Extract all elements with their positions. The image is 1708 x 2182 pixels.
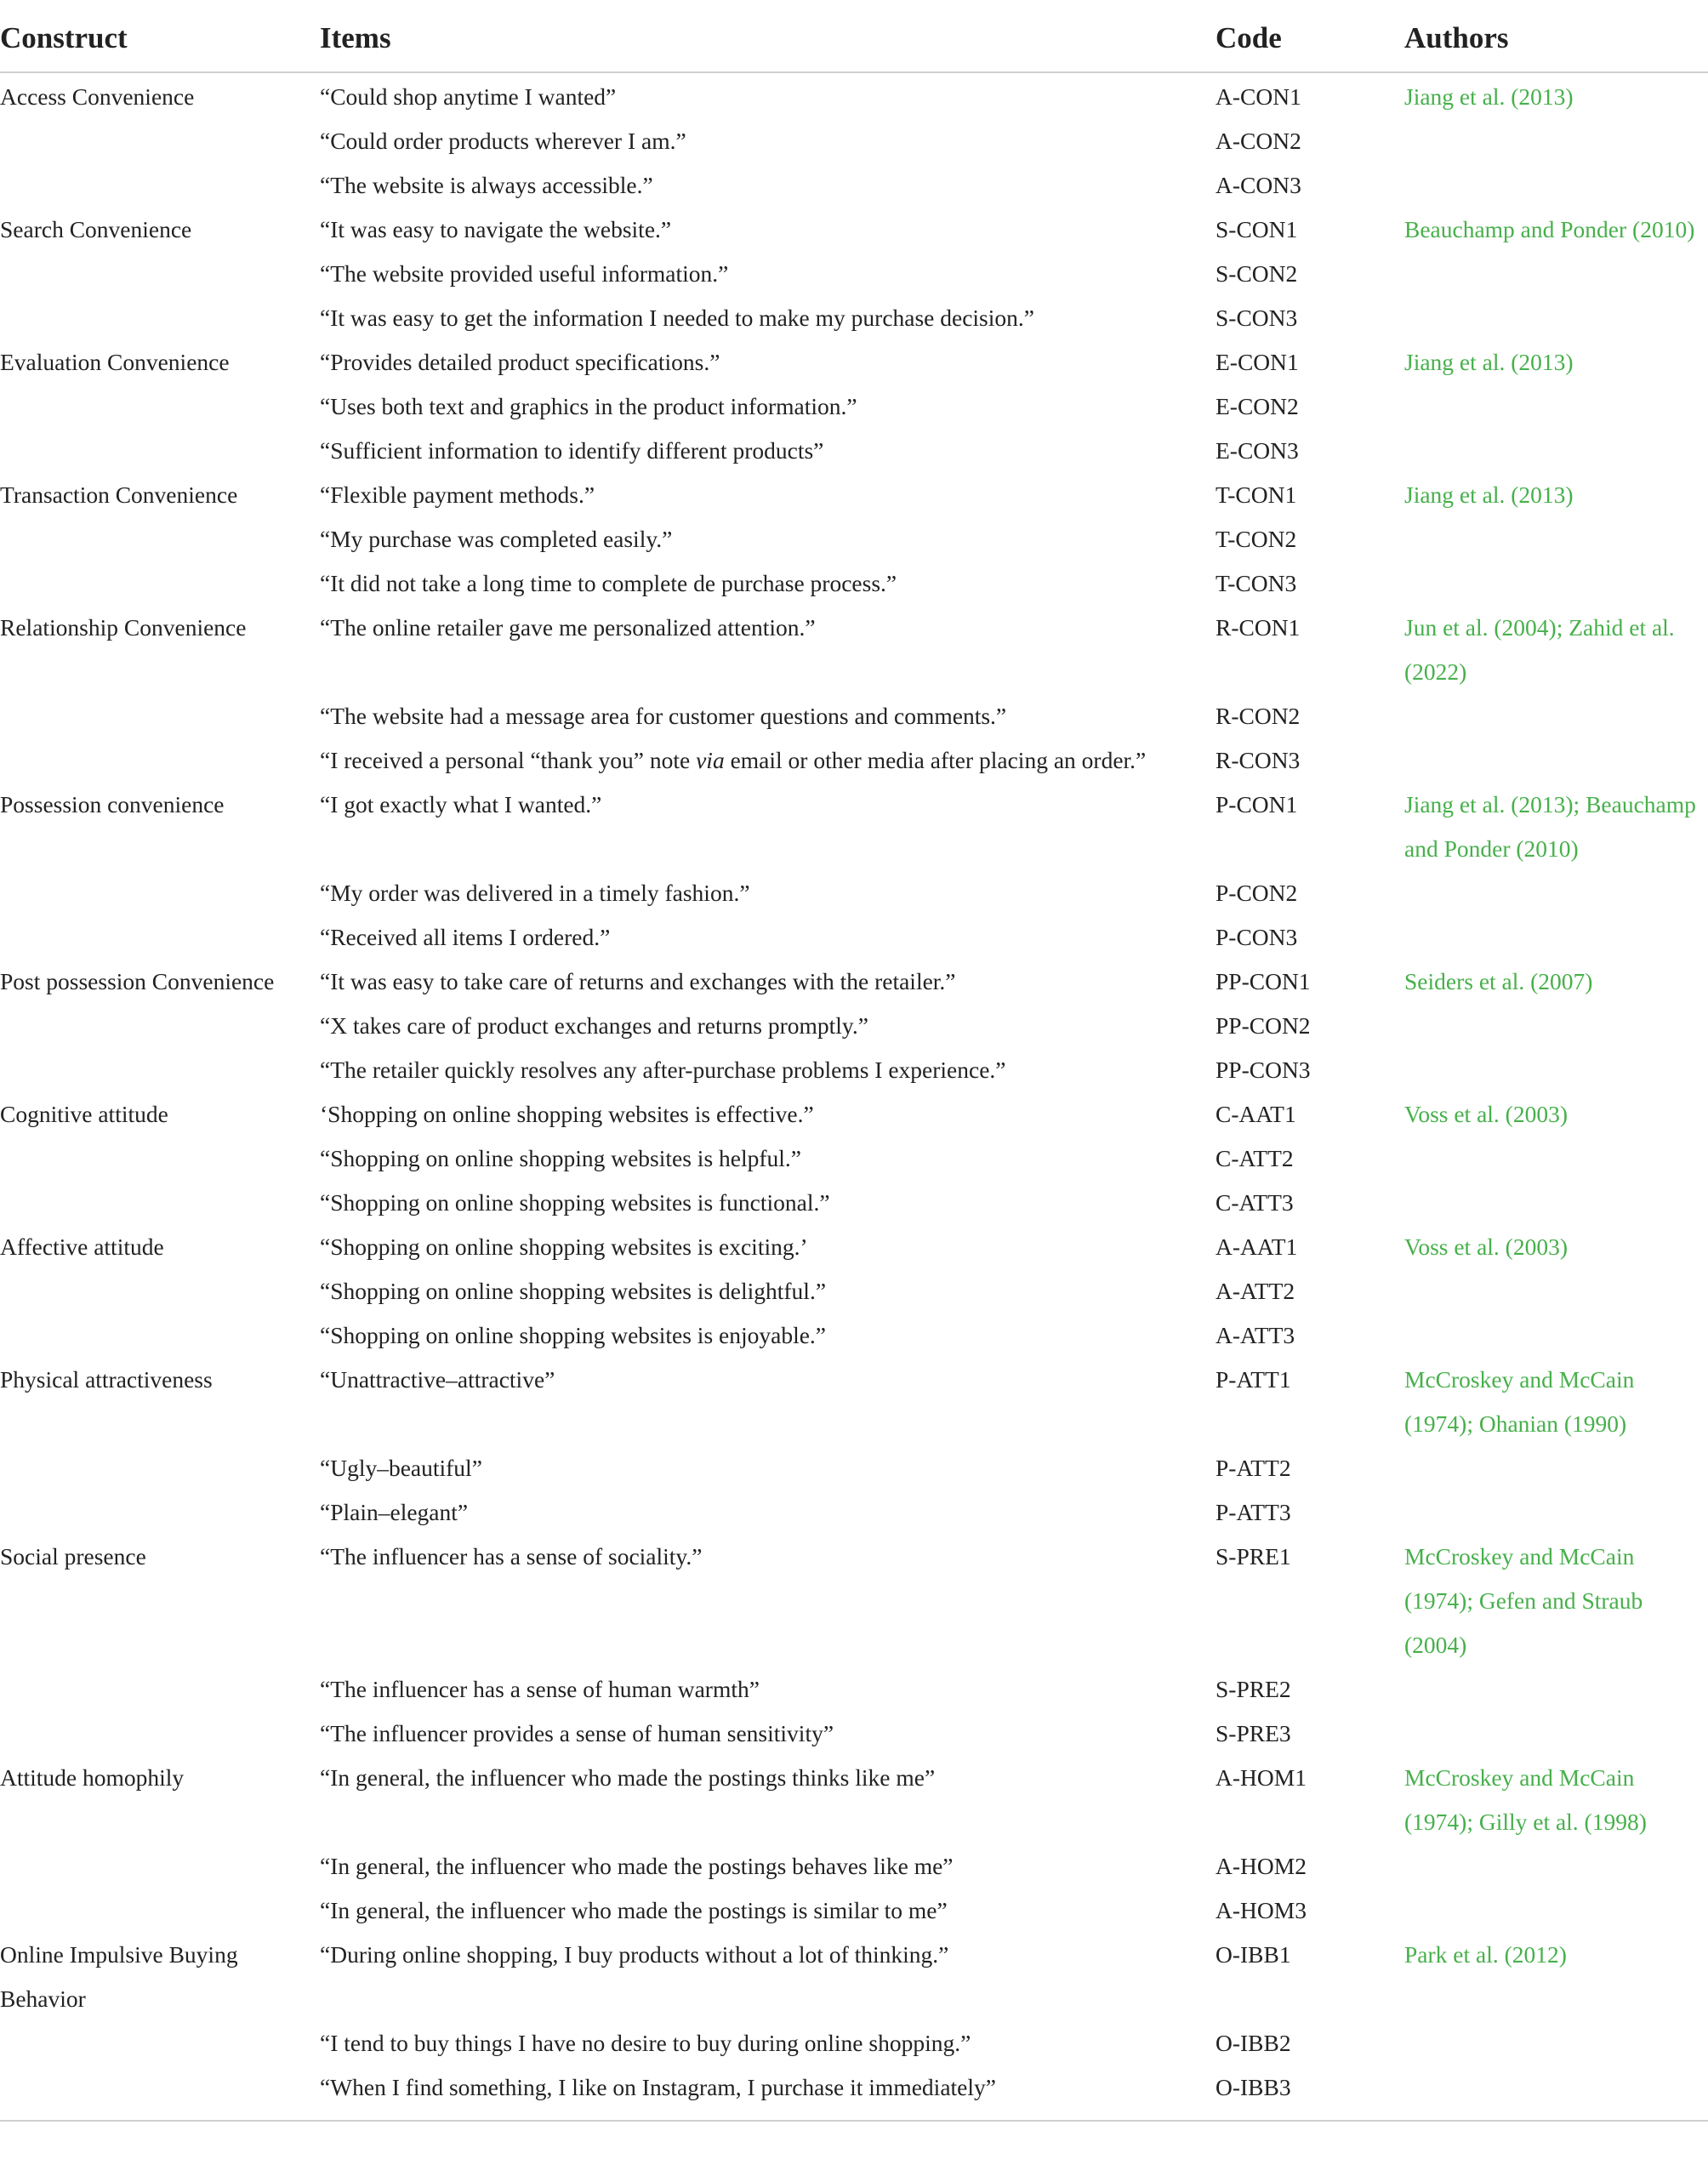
item-cell: “Provides detailed product specifications.” [320, 349, 720, 375]
code-cell: P-ATT3 [1216, 1499, 1291, 1525]
authors-cell [1404, 1313, 1708, 1358]
item-cell: “The online retailer gave me personalized attention.” [320, 614, 816, 641]
authors-cell [1404, 252, 1708, 296]
construct-cell [0, 2021, 320, 2065]
table-row [0, 1092, 1708, 1137]
item-cell: “Shopping on online shopping websites is helpful.” [320, 1145, 801, 1171]
table-row [0, 606, 1708, 694]
authors-cell [1404, 119, 1708, 163]
code-cell: A-HOM2 [1216, 1853, 1307, 1879]
item-cell: “In general, the influencer who made the postings is similar to me” [320, 1897, 948, 1923]
item-cell: “Could shop anytime I wanted” [320, 83, 617, 110]
construct-cell [0, 163, 320, 208]
item-cell: “It was easy to get the information I needed to make my purchase decision.” [320, 305, 1034, 331]
table-row [0, 738, 1708, 783]
construct-cell: Physical attractiveness [0, 1366, 213, 1393]
item-cell: “I tend to buy things I have no desire to buy during online shopping.” [320, 2030, 971, 2056]
authors-cell [1404, 1844, 1708, 1889]
table-row [0, 561, 1708, 606]
authors-cell [1404, 72, 1708, 119]
code-cell: A-AAT1 [1216, 1233, 1298, 1260]
code-cell: T-CON3 [1216, 570, 1297, 596]
code-cell: S-PRE3 [1216, 1720, 1291, 1746]
table-row [0, 694, 1708, 738]
authors-cell [1404, 1889, 1708, 1933]
code-cell: O-IBB3 [1216, 2074, 1291, 2100]
authors-cell [1404, 561, 1708, 606]
construct-cell [0, 915, 320, 960]
code-cell: C-AAT1 [1216, 1101, 1296, 1127]
construct-cell [0, 2065, 320, 2120]
code-cell: S-PRE2 [1216, 1676, 1291, 1702]
construct-cell: Transaction Convenience [0, 481, 238, 508]
author-reference-link[interactable]: Jiang et al. (2013) [1404, 349, 1574, 375]
code-cell: O-IBB1 [1216, 1941, 1291, 1968]
authors-cell [1404, 1933, 1708, 2021]
code-cell: E-CON3 [1216, 437, 1299, 464]
construct-cell: Attitude homophily [0, 1764, 185, 1791]
item-cell: “Sufficient information to identify different products” [320, 437, 824, 464]
table-row [0, 473, 1708, 517]
item-cell: “Could order products wherever I am.” [320, 128, 686, 154]
author-reference-link[interactable]: Jiang et al. (2013) [1404, 83, 1574, 110]
item-cell: “Plain–elegant” [320, 1499, 469, 1525]
item-cell: “Unattractive–attractive” [320, 1366, 555, 1393]
code-cell: E-CON1 [1216, 349, 1299, 375]
code-cell: T-CON1 [1216, 481, 1297, 508]
table-row [0, 1756, 1708, 1844]
table-row [0, 252, 1708, 296]
authors-cell [1404, 1181, 1708, 1225]
table-row [0, 429, 1708, 473]
table-row [0, 385, 1708, 429]
code-cell: PP-CON1 [1216, 968, 1311, 994]
construct-cell [0, 517, 320, 561]
table-row [0, 783, 1708, 871]
construct-cell [0, 1048, 320, 1092]
code-cell: A-CON2 [1216, 128, 1301, 154]
construct-cell: Affective attitude [0, 1233, 164, 1260]
item-cell: “Shopping on online shopping websites is functional.” [320, 1189, 830, 1216]
code-cell: A-CON1 [1216, 83, 1301, 110]
item-cell: “Ugly–beautiful” [320, 1455, 482, 1481]
authors-cell [1404, 960, 1708, 1004]
code-cell: S-CON1 [1216, 216, 1298, 242]
construct-cell [0, 1490, 320, 1535]
code-cell: R-CON2 [1216, 703, 1301, 729]
author-reference-link[interactable]: Voss et al. (2003) [1404, 1233, 1568, 1260]
authors-cell [1404, 429, 1708, 473]
code-cell: A-HOM3 [1216, 1897, 1307, 1923]
table-row [0, 1490, 1708, 1535]
code-cell: S-PRE1 [1216, 1543, 1291, 1570]
item-cell: “I got exactly what I wanted.” [320, 791, 602, 818]
authors-cell [1404, 1092, 1708, 1137]
construct-cell [0, 429, 320, 473]
item-cell: “Shopping on online shopping websites is exciting.’ [320, 1233, 808, 1260]
authors-cell [1404, 738, 1708, 783]
construct-cell: Post possession Convenience [0, 968, 275, 994]
table-row [0, 517, 1708, 561]
author-reference-link[interactable]: Jiang et al. (2013); Beauchamp and Ponder (2010) [1404, 791, 1696, 862]
construct-cell [0, 1712, 320, 1756]
item-cell: “The influencer provides a sense of human sensitivity” [320, 1720, 834, 1746]
code-cell: R-CON1 [1216, 614, 1301, 641]
author-reference-link[interactable]: Seiders et al. (2007) [1404, 968, 1593, 994]
table-row [0, 119, 1708, 163]
item-cell: “In general, the influencer who made the postings thinks like me” [320, 1764, 936, 1791]
item-cell: ‘Shopping on online shopping websites is effective.” [320, 1101, 814, 1127]
code-cell: P-ATT1 [1216, 1366, 1291, 1393]
authors-cell [1404, 915, 1708, 960]
table-row [0, 960, 1708, 1004]
table-row [0, 871, 1708, 915]
item-text-part: email or other media after placing an order.” [724, 747, 1147, 773]
item-cell: “Flexible payment methods.” [320, 481, 595, 508]
author-reference-link[interactable]: Jun et al. (2004); Zahid et al. (2022) [1404, 614, 1675, 685]
code-cell: P-CON3 [1216, 924, 1298, 950]
authors-cell [1404, 1756, 1708, 1844]
construct-cell [0, 296, 320, 340]
item-cell: “My purchase was completed easily.” [320, 526, 673, 552]
construct-cell [0, 252, 320, 296]
table-row [0, 2021, 1708, 2065]
code-cell: P-CON1 [1216, 791, 1298, 818]
table-row [0, 296, 1708, 340]
table-row [0, 72, 1708, 119]
table-row [0, 340, 1708, 385]
author-reference-link[interactable]: McCroskey and McCain (1974); Gilly et al. (1998) [1404, 1764, 1647, 1835]
header-code: Code [1216, 5, 1404, 72]
code-cell: C-ATT3 [1216, 1189, 1294, 1216]
measurement-items-table [0, 5, 1708, 2120]
table-row [0, 1933, 1708, 2021]
table-row [0, 1535, 1708, 1667]
item-cell: “Shopping on online shopping websites is enjoyable.” [320, 1322, 826, 1348]
item-cell: “The retailer quickly resolves any after-purchase problems I experience.” [320, 1057, 1006, 1083]
construct-cell: Possession convenience [0, 791, 225, 818]
table-row [0, 1712, 1708, 1756]
authors-cell [1404, 1712, 1708, 1756]
construct-cell [0, 561, 320, 606]
item-cell: “When I find something, I like on Instagram, I purchase it immediately” [320, 2074, 996, 2100]
header-authors: Authors [1404, 5, 1708, 72]
table-body [0, 72, 1708, 2120]
construct-cell: Relationship Convenience [0, 614, 247, 641]
authors-cell [1404, 1269, 1708, 1313]
authors-cell [1404, 1535, 1708, 1667]
construct-cell: Evaluation Convenience [0, 349, 230, 375]
table-row [0, 2065, 1708, 2120]
item-text-part: “I received a personal “thank you” note [320, 747, 697, 773]
authors-cell [1404, 208, 1708, 252]
table-row [0, 915, 1708, 960]
item-cell: “My order was delivered in a timely fashion.” [320, 880, 750, 906]
table-header [0, 5, 1708, 72]
authors-cell [1404, 1358, 1708, 1446]
code-cell: A-ATT3 [1216, 1322, 1295, 1348]
construct-cell: Cognitive attitude [0, 1101, 168, 1127]
construct-cell [0, 1313, 320, 1358]
code-cell: A-ATT2 [1216, 1278, 1295, 1304]
code-cell: S-CON2 [1216, 260, 1298, 287]
code-cell: E-CON2 [1216, 393, 1299, 419]
construct-cell [0, 1137, 320, 1181]
construct-cell [0, 1446, 320, 1490]
code-cell: T-CON2 [1216, 526, 1297, 552]
construct-cell: Access Convenience [0, 83, 195, 110]
construct-cell [0, 1181, 320, 1225]
code-cell: A-CON3 [1216, 172, 1301, 198]
table-bottom-rule [0, 2120, 1708, 2122]
table-row [0, 1844, 1708, 1889]
authors-cell [1404, 783, 1708, 871]
table-row [0, 1181, 1708, 1225]
code-cell: R-CON3 [1216, 747, 1301, 773]
table-row [0, 1137, 1708, 1181]
item-cell: “The influencer has a sense of sociality.” [320, 1543, 703, 1570]
authors-cell [1404, 340, 1708, 385]
construct-cell [0, 1889, 320, 1933]
construct-cell [0, 871, 320, 915]
author-reference-link[interactable]: Beauchamp and Ponder (2010) [1404, 216, 1695, 242]
item-cell: “X takes care of product exchanges and returns promptly.” [320, 1012, 868, 1039]
author-reference-link[interactable]: McCroskey and McCain (1974); Gefen and Straub (2004) [1404, 1543, 1643, 1658]
construct-cell [0, 1844, 320, 1889]
authors-cell [1404, 1004, 1708, 1048]
header-construct: Construct [0, 5, 320, 72]
authors-cell [1404, 1137, 1708, 1181]
authors-cell [1404, 606, 1708, 694]
table-row [0, 1358, 1708, 1446]
authors-cell [1404, 385, 1708, 429]
table-row [0, 1667, 1708, 1712]
table-row [0, 1269, 1708, 1313]
author-reference-link[interactable]: McCroskey and McCain (1974); Ohanian (1990) [1404, 1366, 1635, 1437]
code-cell: S-CON3 [1216, 305, 1298, 331]
authors-cell [1404, 1490, 1708, 1535]
construct-cell [0, 1004, 320, 1048]
authors-cell [1404, 473, 1708, 517]
construct-cell [0, 385, 320, 429]
item-cell: “The website had a message area for customer questions and comments.” [320, 703, 1007, 729]
code-cell: C-ATT2 [1216, 1145, 1294, 1171]
code-cell: PP-CON3 [1216, 1057, 1311, 1083]
construct-cell: Search Convenience [0, 216, 192, 242]
code-cell: PP-CON2 [1216, 1012, 1311, 1039]
table-row [0, 1889, 1708, 1933]
construct-cell [0, 738, 320, 783]
code-cell: O-IBB2 [1216, 2030, 1291, 2056]
code-cell: P-ATT2 [1216, 1455, 1291, 1481]
item-cell: “The website is always accessible.” [320, 172, 653, 198]
construct-cell: Social presence [0, 1543, 146, 1570]
authors-cell [1404, 1225, 1708, 1269]
authors-cell [1404, 1667, 1708, 1712]
authors-cell [1404, 2021, 1708, 2065]
authors-cell [1404, 2065, 1708, 2120]
authors-cell [1404, 871, 1708, 915]
table-row [0, 1446, 1708, 1490]
item-cell: “Received all items I ordered.” [320, 924, 611, 950]
header-row [0, 5, 1708, 72]
construct-cell: Online Impulsive Buying Behavior [0, 1941, 238, 2012]
table-row [0, 1225, 1708, 1269]
table-row [0, 1048, 1708, 1092]
authors-cell [1404, 1446, 1708, 1490]
item-cell: “The website provided useful information.” [320, 260, 729, 287]
item-cell: “It was easy to navigate the website.” [320, 216, 672, 242]
table-row [0, 208, 1708, 252]
code-cell: P-CON2 [1216, 880, 1298, 906]
construct-cell [0, 1269, 320, 1313]
authors-cell [1404, 694, 1708, 738]
table-row [0, 1313, 1708, 1358]
author-reference-link[interactable]: Voss et al. (2003) [1404, 1101, 1568, 1127]
table-row [0, 163, 1708, 208]
item-cell: “The influencer has a sense of human warmth” [320, 1676, 760, 1702]
item-cell: “It did not take a long time to complete de purchase process.” [320, 570, 897, 596]
authors-cell [1404, 1048, 1708, 1092]
item-cell: “It was easy to take care of returns and exchanges with the retailer.” [320, 968, 956, 994]
item-cell: “Uses both text and graphics in the product information.” [320, 393, 857, 419]
construct-cell [0, 694, 320, 738]
header-items: Items [320, 5, 1216, 72]
authors-cell [1404, 517, 1708, 561]
item-cell: “In general, the influencer who made the postings behaves like me” [320, 1853, 954, 1879]
item-text-emphasis: via [696, 747, 725, 773]
item-cell: “During online shopping, I buy products without a lot of thinking.” [320, 1941, 949, 1968]
author-reference-link[interactable]: Jiang et al. (2013) [1404, 481, 1574, 508]
author-reference-link[interactable]: Park et al. (2012) [1404, 1941, 1567, 1968]
code-cell: A-HOM1 [1216, 1764, 1307, 1791]
authors-cell [1404, 296, 1708, 340]
item-cell: “Shopping on online shopping websites is delightful.” [320, 1278, 827, 1304]
authors-cell [1404, 163, 1708, 208]
construct-cell [0, 1667, 320, 1712]
construct-cell [0, 119, 320, 163]
table-row [0, 1004, 1708, 1048]
item-cell [320, 738, 1216, 783]
